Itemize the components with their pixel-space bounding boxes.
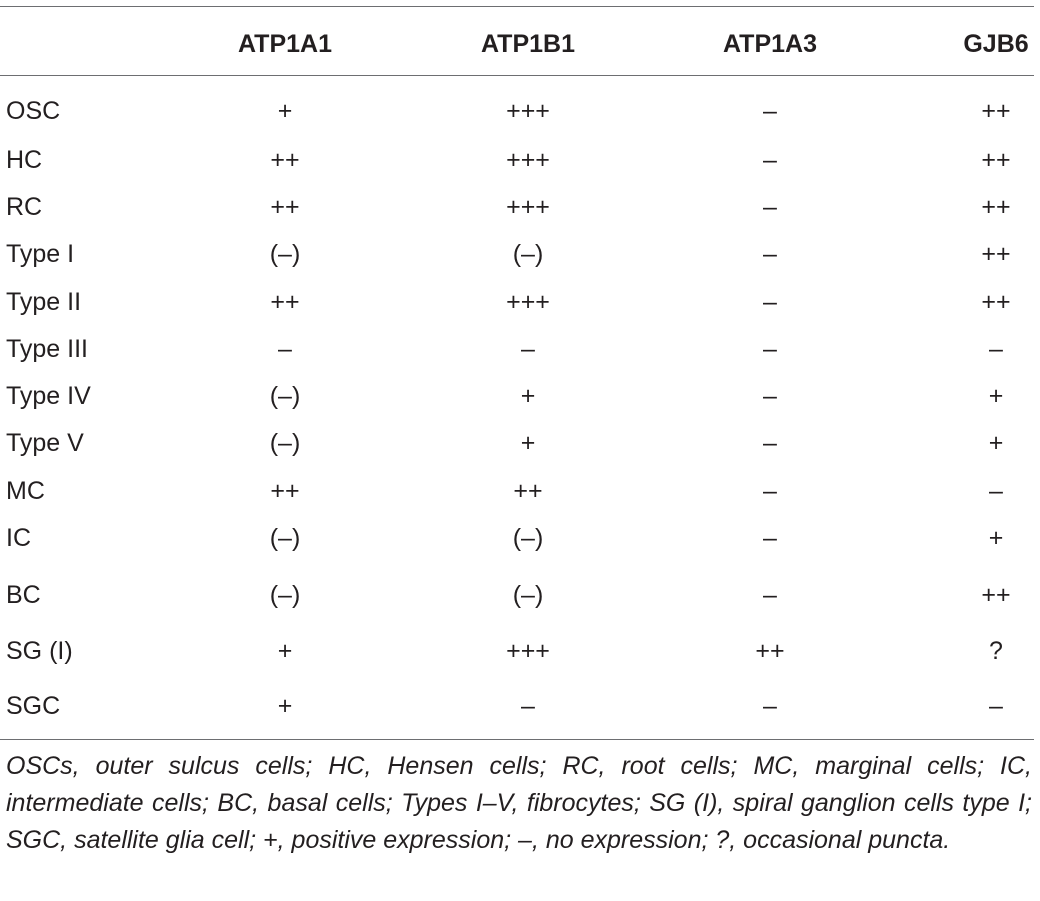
cell-value: – (989, 692, 1003, 720)
row-label: MC (6, 477, 45, 505)
cell-value: ++ (270, 193, 300, 221)
cell-value: (–) (512, 240, 544, 268)
cell-value: ++ (270, 146, 300, 174)
table-top-rule (0, 6, 1034, 7)
cell-value: ++ (981, 97, 1011, 125)
cell-value: +++ (506, 146, 550, 174)
cell-value: ++ (981, 193, 1011, 221)
column-header-atp1b1: ATP1B1 (480, 30, 575, 58)
cell-value: – (521, 335, 535, 363)
cell-value: (–) (269, 581, 301, 609)
cell-value: – (763, 97, 777, 125)
cell-value: + (988, 429, 1004, 457)
cell-value: (–) (269, 524, 301, 552)
row-label: IC (6, 524, 31, 552)
row-label: Type I (6, 240, 75, 268)
cell-value: (–) (512, 524, 544, 552)
cell-value: ++ (981, 288, 1011, 316)
cell-value: – (763, 193, 777, 221)
table-header-rule (0, 75, 1034, 76)
cell-value: (–) (269, 382, 301, 410)
cell-value: – (763, 477, 777, 505)
table-bottom-rule (0, 739, 1034, 740)
cell-value: +++ (506, 193, 550, 221)
row-label: Type IV (6, 382, 91, 410)
cell-value: ++ (981, 240, 1011, 268)
cell-value: – (989, 335, 1003, 363)
cell-value: + (988, 524, 1004, 552)
cell-value: + (988, 382, 1004, 410)
cell-value: – (763, 692, 777, 720)
cell-value: + (520, 382, 536, 410)
cell-value: – (763, 240, 777, 268)
cell-value: – (763, 382, 777, 410)
cell-value: – (989, 477, 1003, 505)
row-label: HC (6, 146, 43, 174)
cell-value: (–) (269, 429, 301, 457)
table-footnote: OSCs, outer sulcus cells; HC, Hensen cells; RC, root cells; MC, marginal cells; IC, intermediate cells; BC, basal cells; Types I–V, fibrocytes; SG (I), spiral ganglion cells type I; SGC, satellite glia cell; +, positive expression; –, no expression; ?, occasional puncta. (6, 752, 1032, 854)
row-label: OSC (6, 97, 61, 125)
cell-value: ++ (755, 637, 785, 665)
cell-value: ++ (513, 477, 543, 505)
row-label: Type V (6, 429, 84, 457)
column-header-atp1a3: ATP1A3 (722, 30, 817, 58)
cell-value: – (763, 524, 777, 552)
cell-value: ? (989, 637, 1003, 665)
cell-value: – (521, 692, 535, 720)
cell-value: (–) (269, 240, 301, 268)
cell-value: +++ (506, 637, 550, 665)
cell-value: (–) (512, 581, 544, 609)
cell-value: +++ (506, 97, 550, 125)
cell-value: + (277, 637, 293, 665)
cell-value: + (520, 429, 536, 457)
cell-value: ++ (270, 288, 300, 316)
cell-value: + (277, 97, 293, 125)
row-label: SGC (6, 692, 61, 720)
cell-value: ++ (981, 146, 1011, 174)
cell-value: + (277, 692, 293, 720)
cell-value: – (763, 146, 777, 174)
cell-value: ++ (981, 581, 1011, 609)
cell-value: +++ (506, 288, 550, 316)
cell-value: – (763, 335, 777, 363)
cell-value: – (278, 335, 292, 363)
column-header-atp1a1: ATP1A1 (237, 30, 332, 58)
cell-value: – (763, 429, 777, 457)
row-label: BC (6, 581, 41, 609)
row-label: SG (I) (6, 637, 73, 665)
row-label: Type III (6, 335, 88, 363)
cell-value: ++ (270, 477, 300, 505)
column-header-gjb6: GJB6 (963, 30, 1029, 58)
row-label: RC (6, 193, 43, 221)
cell-value: – (763, 288, 777, 316)
cell-value: – (763, 581, 777, 609)
row-label: Type II (6, 288, 82, 316)
